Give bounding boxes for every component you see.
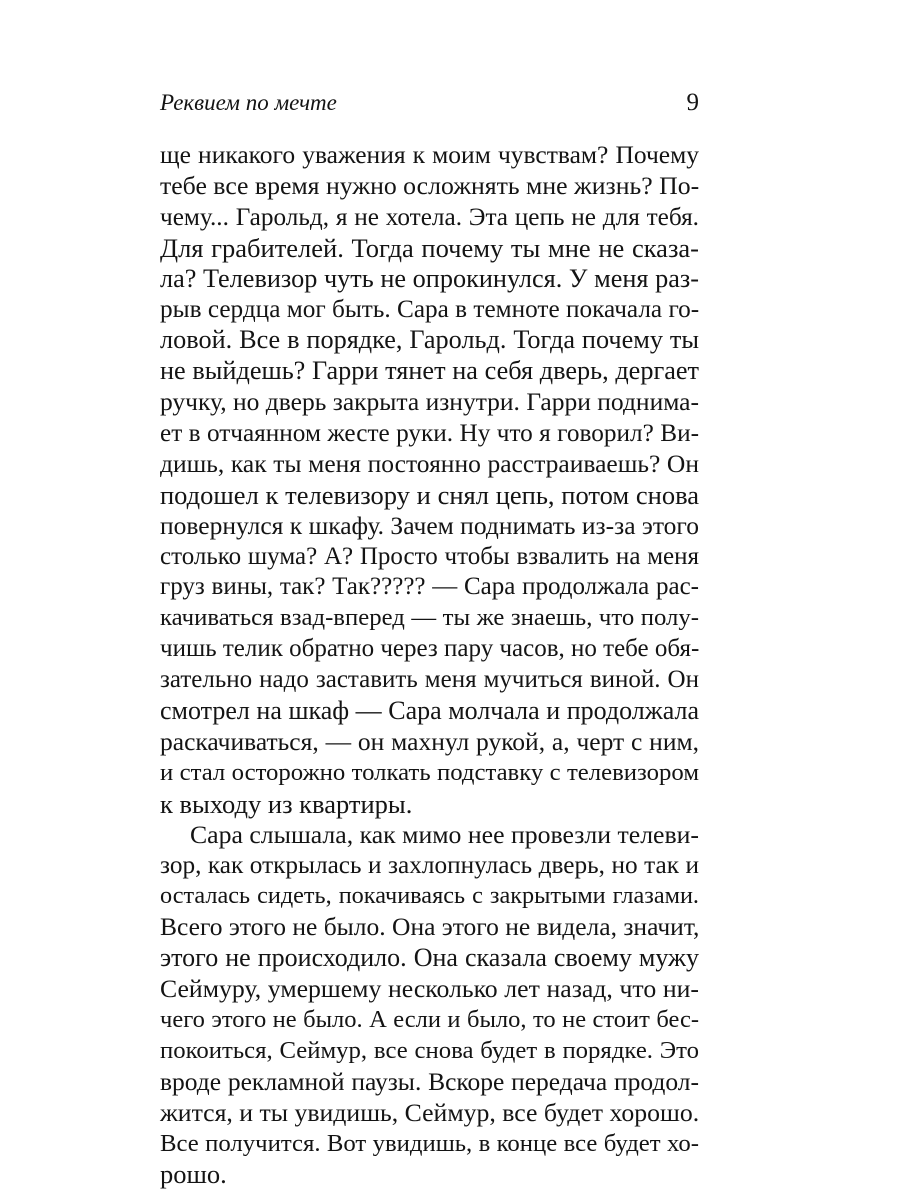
text-line: ловой. Все в порядке, Гарольд. Тогда почему ты [160, 325, 699, 355]
text-line: ще никакого уважения к моим чувствам? Почему [160, 140, 699, 169]
text-line: тебе все время нужно осложнять мне жизнь? По- [160, 170, 700, 200]
text-line: подошел к телевизору и снял цепь, потом снова [160, 479, 699, 510]
text-line: столько шума? А? Просто чтобы взвалить на меня [160, 542, 699, 570]
text-line: раскачиваться, — он махнул рукой, а, черт с ним, [160, 726, 699, 756]
text-line: чему... Гарольд, я не хотела. Эта цепь не для тебя. [160, 202, 699, 231]
paragraph-2 [160, 820, 699, 1191]
text-line: смотрел на шкаф — Сара молчала и продолжала [160, 696, 699, 726]
text-line: Всего этого не было. Она этого не видела, значит, [160, 912, 700, 942]
text-line: жится, и ты увидишь, Сеймур, все будет хорошо. [160, 1097, 700, 1127]
running-head [160, 88, 699, 122]
text-block [160, 140, 699, 1190]
text-line: груз вины, так? Так????? — Сара продолжала рас- [160, 573, 699, 601]
text-line: к выходу из квартиры. [160, 788, 413, 819]
text-line: ет в отчаянном жесте руки. Ну что я говорил? Ви- [160, 419, 699, 448]
text-line: не выйдешь? Гарри тянет на себя дверь, дергает [160, 356, 699, 386]
text-line: Для грабителей. Тогда почему ты мне не сказа- [160, 232, 699, 263]
paragraph-1 [160, 140, 699, 820]
text-line: дишь, как ты меня постоянно расстраиваешь? Он [160, 448, 699, 478]
text-line: осталась сидеть, покачиваясь с закрытыми глазами. [160, 882, 699, 910]
text-line: чишь телик обратно через пару часов, но тебе обя- [160, 635, 700, 663]
text-line: рыв сердца мог быть. Сара в темноте покачала го- [160, 295, 700, 324]
text-line: ла? Телевизор чуть не опрокинулся. У меня раз- [160, 263, 699, 293]
text-line: зор, как открылась и захлопнулась дверь, но так и [160, 851, 699, 880]
text-line: зательно надо заставить меня мучиться виной. Он [160, 666, 699, 694]
text-line: Сеймуру, умершему несколько лет назад, что ни- [160, 974, 699, 1004]
page-number: 9 [686, 89, 699, 116]
text-line: вроде рекламной паузы. Вскоре передача продол- [160, 1066, 699, 1096]
text-line: ручку, но дверь закрыта изнутри. Гарри поднима- [160, 387, 699, 417]
text-line: Сара слышала, как мимо нее провезли телеви- [190, 819, 699, 849]
text-line: качиваться взад-вперед — ты же знаешь, что полу- [160, 604, 699, 632]
text-line: рошо. [160, 1159, 227, 1190]
book-title: Реквием по мечте [160, 90, 337, 115]
text-line: повернулся к шкафу. Зачем поднимать из-за этого [160, 510, 699, 540]
text-line: чего этого не было. А если и было, то не стоит бес- [160, 1005, 699, 1033]
text-line: Все получится. Вот увидишь, в конце все будет хо- [160, 1129, 699, 1157]
text-line: этого не происходило. Она сказала своему мужу [160, 943, 699, 973]
text-line: покоиться, Сеймур, все снова будет в порядке. Это [160, 1036, 699, 1064]
text-line: и стал осторожно толкать подставку с телевизором [160, 758, 699, 786]
